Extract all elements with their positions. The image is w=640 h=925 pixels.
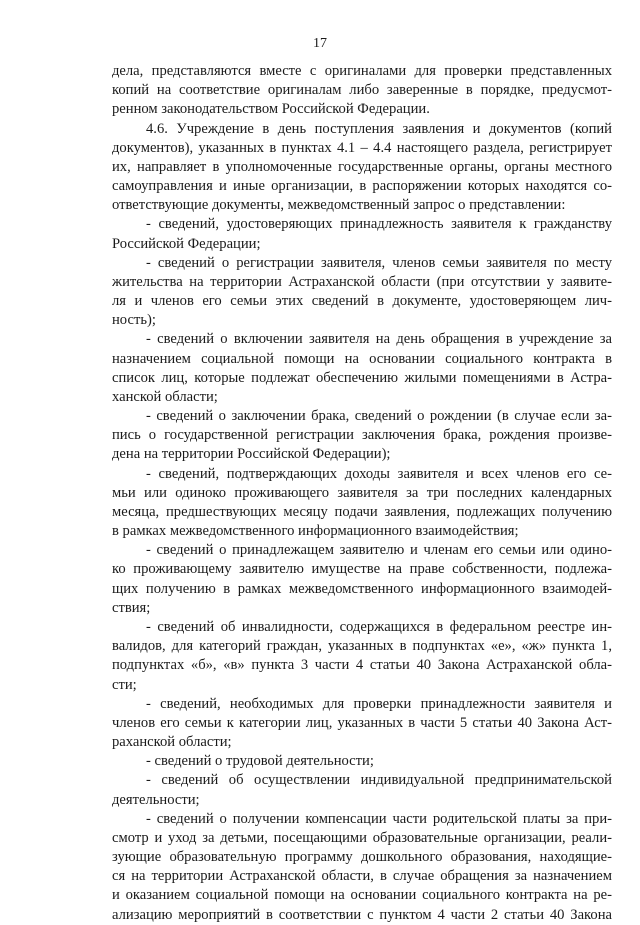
- text-line: ность);: [112, 312, 156, 329]
- text-line: месяца, предшествующих месяцу подачи заявления, подлежащих получению: [112, 503, 612, 520]
- text-line: - сведений, необходимых для проверки принадлежности заявителя и: [146, 695, 612, 712]
- text-line: - сведений, удостоверяющих принадлежность заявителя к гражданству: [146, 216, 612, 233]
- text-line: дена на территории Российской Федерации);: [112, 446, 391, 463]
- text-line: валидов, для категорий граждан, указанных в подпунктах «е», «ж» пункта 1,: [112, 638, 612, 655]
- text-line: членов его семьи к категории лиц, указанных в части 5 статьи 40 Закона Аст-: [112, 714, 612, 731]
- text-line: 4.6. Учреждение в день поступления заявления и документов (копий: [146, 120, 612, 137]
- text-line: документов), указанных в пунктах 4.1 – 4.4 настоящего раздела, регистрирует: [112, 139, 612, 156]
- document-body: [112, 62, 612, 925]
- text-line: Российской Федерации;: [112, 235, 261, 252]
- text-line: дела, представляются вместе с оригиналами для проверки представленных: [112, 63, 612, 79]
- text-line: пись о государственной регистрации заключения брака, рождения произве-: [112, 427, 612, 444]
- text-line: их, направляет в уполномоченные государственные органы, органы местного: [112, 158, 612, 175]
- text-line: ренном законодательством Российской Федерации.: [112, 101, 430, 118]
- text-line: - сведений, подтверждающих доходы заявителя и всех членов его се-: [146, 465, 612, 482]
- text-line: - сведений о включении заявителя на день обращения в учреждение за: [146, 331, 612, 348]
- text-line: - сведений о получении компенсации части родительской платы за при-: [146, 810, 612, 827]
- text-line: ответствующие документы, межведомственный запрос о представлении:: [112, 197, 566, 214]
- text-line: ализацию мероприятий в соответствии с пунктом 4 части 2 статьи 40 Закона: [112, 906, 612, 923]
- text-line: ко проживающему заявителю имуществе на праве собственности, подлежа-: [112, 561, 612, 578]
- text-line: ля и членов его семьи этих сведений в документе, удостоверяющем лич-: [112, 293, 612, 310]
- text-line: ханской области;: [112, 388, 218, 405]
- page-number: 17: [313, 36, 327, 51]
- text-line: зующие образовательную программу дошкольного образования, находящие-: [112, 849, 612, 866]
- text-line: ствия;: [112, 599, 151, 616]
- text-line: - сведений об осуществлении индивидуальной предпринимательской: [146, 772, 612, 789]
- text-line: раханской области;: [112, 734, 232, 751]
- text-line: копий на соответствие оригиналам либо заверенные в порядке, предусмот-: [112, 82, 612, 99]
- text-line: - сведений о трудовой деятельности;: [146, 753, 374, 770]
- text-line: подпунктах «б», «в» пункта 3 части 4 статьи 40 Закона Астраханской обла-: [112, 657, 612, 674]
- text-line: ся на территории Астраханской области, в случае обращения за назначением: [112, 868, 612, 885]
- text-line: деятельности;: [112, 791, 200, 808]
- text-line: жительства на территории Астраханской области (при отсутствии у заявите-: [112, 273, 612, 290]
- text-line: самоуправления и иные организации, в распоряжении которых находятся со-: [112, 178, 612, 195]
- text-line: щих получению в рамках межведомственного информационного взаимодей-: [112, 580, 612, 597]
- text-line: - сведений о принадлежащем заявителю и членам его семьи или одино-: [146, 542, 612, 559]
- text-line: - сведений об инвалидности, содержащихся в федеральном реестре ин-: [146, 618, 612, 635]
- text-line: и оказанием социальной помощи на основании социального контракта на ре-: [112, 887, 612, 904]
- text-line: - сведений о заключении брака, сведений о рождении (в случае если за-: [146, 408, 612, 425]
- text-line: мьи или одиноко проживающего заявителя за три последних календарных: [112, 484, 612, 501]
- text-line: назначением социальной помощи на основании социального контракта в: [112, 350, 612, 367]
- text-line: список лиц, которые подлежат обеспечению жилыми помещениями в Астра-: [112, 369, 612, 386]
- text-line: сти;: [112, 676, 137, 693]
- text-line: в рамках межведомственного информационного взаимодействия;: [112, 523, 519, 540]
- text-line: смотр и уход за детьми, посещающими образовательные организации, реали-: [112, 829, 612, 846]
- text-line: - сведений о регистрации заявителя, членов семьи заявителя по месту: [146, 254, 612, 271]
